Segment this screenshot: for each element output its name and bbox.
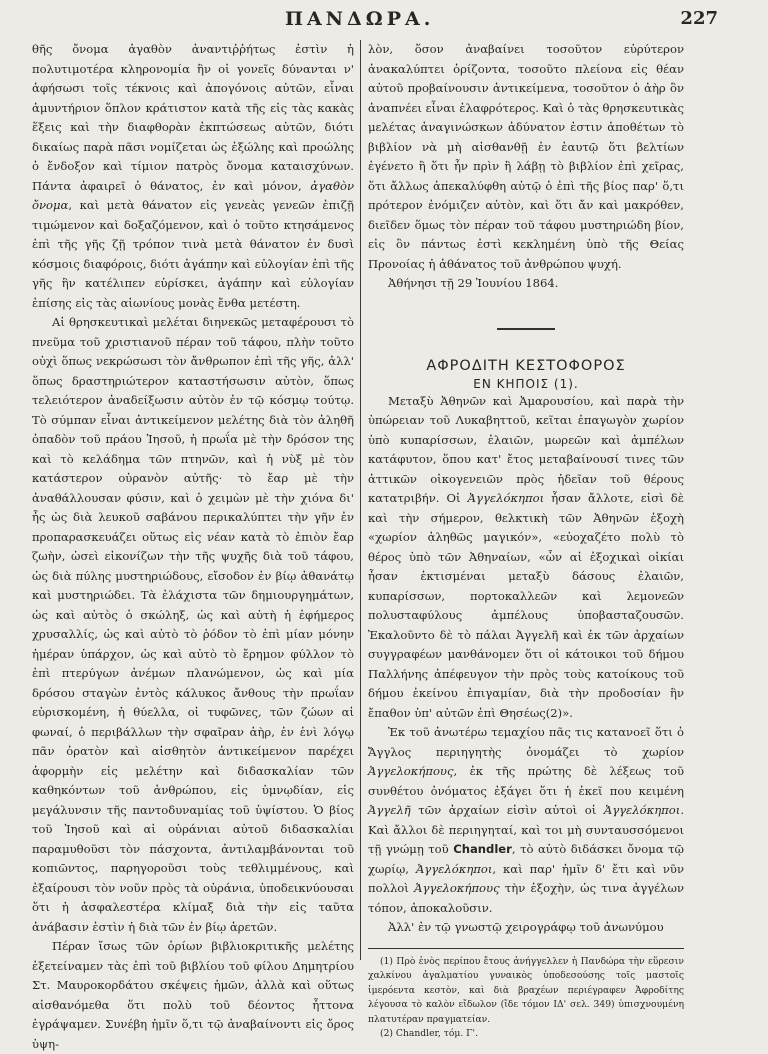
paragraph-text: Μεταξὺ Ἀθηνῶν καὶ Ἀμαρουσίου, καὶ παρὰ τὴν ὑπώρειαν τοῦ Λυκαβηττοῦ, κεῖται ἐπαγωγὸν χωρίον ὑπὸ κυπαρίσσων, ἐλαιῶν, μωρεῶν καὶ ἀμπέλων κατάφυτον, ὅπου κατ' ἔτος μεταβαίνουσί τινες τῶν ἀττικῶν οἰκογενειῶν πρὸς ἡδεῖαν τοῦ θέρους κατατριβήν. Οἱ	[368, 393, 684, 505]
emphasized-text: Ἀγγελοκήπους	[414, 881, 500, 895]
paragraph-text: , τὸ αὐτὸ διδάσκει ὄνομα τῷ χωρίῳ,	[368, 842, 684, 876]
running-title: ΠΑΝΔΩΡΑ.	[285, 8, 435, 30]
emphasized-text: Ἀγγελοκήπους	[368, 764, 454, 778]
footnote: (2) Chandler, τόμ. Γ'.	[380, 1028, 479, 1039]
page-header	[40, 8, 718, 36]
emphasized-text: Ἀγγελῆ	[368, 803, 411, 817]
section-divider	[497, 328, 555, 330]
paragraph-text: τὴν ἐξοχὴν, ὡς τινα ἀγγέλων τόπον, ἀποκαλοῦσιν.	[368, 881, 684, 915]
column-divider	[360, 40, 361, 960]
paragraph-text: , καὶ μετὰ θάνατον εἰς γενεὰς γενεῶν ἐπιζῇ τιμώμενον καὶ δοξαζόμενον, καὶ ὁ τοῦτο κτησάμενος ἐπὶ τῆς γῆς ζῇ τρόπον τινὰ μετὰ θάνατον ἐν δυσὶ κόσμοις διαφόροις, διότι ἀγάπην καὶ εὐλογίαν ἐπὶ τῆς γῆς ἣν κατέλιπεν εὑρίσκει, ἀγάπην καὶ εὐλογίαν ἐπίσης εἰς τὰς αἰωνίους μονὰς ἔνθα μετέστη.	[32, 198, 354, 310]
paragraph: Ἀλλ' ἐν τῷ γνωστῷ χειρογράφῳ τοῦ ἀνωνύμου	[388, 920, 664, 934]
paragraph	[32, 40, 354, 313]
left-column	[32, 40, 354, 1054]
paragraph: λὸν, ὅσον ἀναβαίνει τοσοῦτον εὐρύτερον ἀνακαλύπτει ὁρίζοντα, τοσοῦτο πλείονα εἰς θέαν αὐτοῦ προβαίνουσιν ἀντικείμενα, τοσοῦτον ὁ ἀὴρ ὃν ἀναπνέει εἶναι ἐλαφρότερος. Καὶ ὁ τὰς θρησκευτικὰς μελέτας ἀναγινώσκων ἀδύνατον ἐστιν ἀποθέτων τὸ βιβλίον νὰ μὴ αἰσθανθῇ ἐν ἑαυτῷ ὅτι βελτίων ἐγένετο ἢ ὅτι ἦν πρὶν ἢ λάβῃ τὸ βιβλίον ἐπὶ χεῖρας, ὅτι ἄλλως ἀπεκαλύφθη αὐτῷ ὁ ἐπὶ τῆς βίος παρ' ὅ,τι πρότερον ἐνόμιζεν αὐτὸν, καὶ ὅτι ἄν καὶ μακρόθεν, διεῖδεν ὅμως τὸν πέραν τοῦ τάφου μυστηριώδη βίον, εἰς ὃν πάντως ἐστὶ κεκλημένη ὑπὸ τῆς Θείας Προνοίας ἡ ἀθάνατος τοῦ ἀνθρώπου ψυχή.	[368, 42, 684, 271]
right-column	[368, 40, 684, 1042]
paragraph-text: . Καὶ ἄλλοι δὲ περιηγηταί, καὶ τοι μὴ συνταυσσόμενοι τῇ γνώμῃ τοῦ	[368, 803, 684, 856]
paragraph	[368, 723, 684, 918]
article-subtitle: ΕΝ ΚΗΠΟΙΣ (1).	[473, 376, 579, 391]
paragraph-text: Ἐκ τοῦ ἀνωτέρω τεμαχίου πᾶς τις κατανοεῖ ὅτι ὁ Ἄγγλος περιηγητὴς ὀνομάζει τὸ χωρίον	[368, 725, 684, 759]
emphasized-text: Ἀγγελόκηποι	[603, 803, 681, 817]
article-title: ΑΦΡΟΔΙΤΗ ΚΕΣΤΟΦΟΡΟΣ	[426, 357, 626, 374]
paragraph	[368, 392, 684, 724]
page-number: 227	[680, 8, 718, 29]
date-line: Ἀθήνησι τῇ 29 Ἰουνίου 1864.	[388, 276, 559, 290]
emphasized-text: Ἀγγελόκηποι	[415, 861, 493, 876]
paragraph-text: , καὶ παρ' ἡμῖν δ' ἔτι καὶ νῦν πολλοὶ	[368, 861, 684, 895]
emphasized-text: ἀγαθὸν ὄνομα	[32, 178, 354, 212]
paragraph-text: ἦσαν ἄλλοτε, εἰσὶ δὲ καὶ τὴν σήμερον, θελκτικὴ τῶν Ἀθηνῶν ἐξοχὴ «χωρίον ἀληθῶς μαγικόν», «εὐοχαζέτο πολὺ τὸ θέρος ὑπὸ τῶν Ἀθηναίων, «ὧν αἱ ἐξοχικαὶ οἰκίαι ἦσαν ἐκτισμέναι μεταξὺ δάσους ἐλαιῶν, κυπαρίσσων, πορτοκαλλεῶν καὶ λεμονεῶν πολυσταφύλους ἀμπέλους ὑποβασταζουσῶν. Ἐκαλοῦντο δὲ τὸ πάλαι Ἀγγελῆ καὶ ἐκ τῶν ἀρχαίων συγγραφέων μανθάνομεν ὅτι οἱ κάτοικοι τοῦ δήμου Παλλήνης ἀπέφευγον τὴν πρὸς τοὺς κατοίκους τοῦ δήμου ἐκείνου ἐπιγαμίαν, διὰ τὴν προδοσίαν ἣν ἔπαθον ὑπ' αὐτῶν ἐπὶ Θησέως(2)».	[368, 491, 684, 720]
footnote-divider	[368, 948, 684, 949]
latin-name: Chandler	[453, 842, 512, 856]
paragraph: Αἱ θρησκευτικαὶ μελέται διηνεκῶς μεταφέρουσι τὸ πνεῦμα τοῦ χριστιανοῦ πέραν τοῦ τάφου, πλὴν τοῦτο οὐχὶ ὅπως νεκρώσωσι τὸν ἄνθρωπον ἐπὶ τῆς γῆς, ἀλλ' ὅπως δραστηριώτερον καταστήσωσιν αὐτὸν, ὅπως τελειότερον ἀναδείξωσιν αὐτὸν ἐν τῷ κόσμῳ τούτῳ. Τὸ σύμπαν εἶναι ἀντικείμενον μελέτης διὰ τὸν ἀληθῆ ὀπαδὸν τοῦ πράου Ἰησοῦ, ἡ πρωΐα μὲ τὴν δρόσον της καὶ τὸ κελάδημα τῶν πτηνῶν, καὶ ἡ νὺξ μὲ τὸν κατάστερον οὐρανὸν αὐτῆς· τὸ ἔαρ μὲ τὴν ἀναθάλλουσαν φύσιν, καὶ ὁ χειμὼν μὲ τὴν χιόνα δι' ἧς ὡς διὰ λευκοῦ σαβάνου περικαλύπτει τὴν γῆν ἐν προπαρασκευάζει οὕτως εἰς νέαν κατὰ τὸ ἐπιὸν ἔαρ ζωὴν, ὡσεὶ εἰκονίζων τὴν τῆς ψυχῆς διὰ τοῦ τάφου, ὡς διὰ πύλης μυστηριώδους, εἴσοδον ἐν βίῳ ἀθανάτῳ καὶ μυστηριώδει. Τὰ ἐλάχιστα τῶν δημιουργημάτων, ὡς καὶ αὐτὸς ὁ σκώληξ, ὡς καὶ αὐτὴ ἡ ἐφήμερος χρυσαλλίς, ὡς καὶ αὐτὸ τὸ ῥόδον τὸ ἐπὶ μίαν μόνην ἡμέραν ὑπάρχον, ὡς καὶ αὐτὸ τὸ ἔρημον φύλλον τὸ ἐπὶ πτερύγων ἀνέμων πλανώμενον, ὡς καὶ μία δρόσου σταγὼν ἐντὸς κάλυκος ἄνθους τὴν πρωΐαν εὑρισκομένη, ἡ θύελλα, οἱ τυφῶνες, τῶν ζώων αἱ φωναί, ὁ περιβάλλων τὴν σφαῖραν ἀὴρ, ἐν ἑνὶ λόγῳ πᾶν ὁρατὸν καὶ αἰσθητὸν ἀντικείμενον παρέχει ἀφορμὴν εἰς μελέτην καὶ διδασκαλίαν τῶν καθηκόντων τοῦ ἀνθρώπου, εἰς ὑμνῳδίαν, εἰς μεγάλυνσιν τῆς παντοδυναμίας τοῦ ὑψίστου. Ὁ βίος τοῦ Ἰησοῦ καὶ αἱ οὐράνιαι αὐτοῦ διδασκαλίαι παραμυθοῦσι τὸν πάσχοντα, ἀντιλαμβάνονται τοῦ κοπιῶντος, παρηγοροῦσι τοὺς τεθλιμμένους, καὶ ἐξαίρουσι τὸν νοῦν πρὸς τὰ οὐράνια, ὑποδεικνύουσαι ὅτι ἡ ἀσφαλεστέρα κλίμαξ διὰ τὴν εἰς ταῦτα ἀνάβασιν ἐστὶν ἡ διὰ τῶν ἐν βίῳ ἀρετῶν.	[32, 315, 354, 934]
emphasized-text: Ἀγγελόκηποι	[467, 491, 545, 505]
paragraph: Πέραν ἴσως τῶν ὁρίων βιβλιοκριτικῆς μελέτης ἐξετείναμεν τὰς ἐπὶ τοῦ βιβλίου τοῦ φίλου Δημητρίου Στ. Μαυροκορδάτου σκέψεις ἡμῶν, ἀλλὰ καὶ οὕτως αἰσθανόμεθα ὅτι πολὺ τοῦ δέοντος ἧττονα ἐγράψαμεν. Συνέβη ἡμῖν ὅ,τι τῷ ἀναβαίνοντι εἰς ὄρος ὑψη-	[32, 939, 354, 1051]
footnote: (1) Πρὸ ἑνὸς περίπου ἔτους ἀνήγγελλεν ἡ Πανδώρα τὴν εὕρεσιν χαλκίνου ἀγαλματίου γυναικὸς ὑποδεσούσης τοῖς μαστοῖς ἱμερόεντα κεστὸν, καὶ διὰ βραχέων περιέγραφεν Ἀφροδίτης λέγουσα τὸ καλὸν εἴδωλον (ἴδε τόμον ΙΔ' σελ. 349) ὑπισχνουμένη πλατυτέραν πραγματείαν.	[368, 955, 684, 1025]
paragraph-text: , ἐκ τῆς πρώτης δὲ λέξεως τοῦ συνθέτου ὀνόματος ἐξάγει ὅτι ἡ ἐκεῖ που κειμένη	[368, 764, 684, 798]
paragraph-text: τῶν ἀρχαίων εἰσὶν αὐτοὶ οἱ	[410, 803, 604, 817]
paragraph-text: θῆς ὄνομα ἀγαθὸν ἀναντιῤῥήτως ἐστὶν ἡ πολυτιμοτέρα κληρονομία ἣν οἱ γονεῖς δύνανται ν' ἀφήσωσι τοῖς τέκνοις καὶ ἀπογόνοις αὐτῶν, εἶναι ἀμυντήριον ὅπλον κράτιστον κατὰ τῆς εἰς τὰς κακὰς ἕξεις καὶ τὴν διαφθορὰν ἐκπτώσεως αὐτῶν, διότι δικαίως παρὰ πᾶσι νομίζεται ὡς ἐξώλης καὶ προώλης ὁ ἔνδοξον καὶ τίμιον πατρὸς ὄνομα καταισχύνων. Πάντα ἀφαιρεῖ ὁ θάνατος, ἐν καὶ μόνον,	[32, 42, 354, 193]
